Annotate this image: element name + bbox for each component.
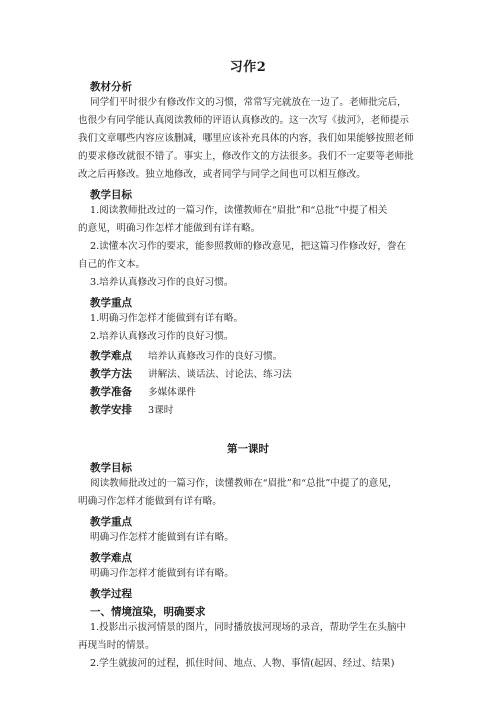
goal-item: 2.读懂本次习作的要求，能参照教师的修改意见，把这篇习作修改好，誊在	[90, 241, 407, 252]
paragraph-line: 也很少有同学能认真阅读教师的评语认真修改的。这一次写《拔河》，老师提示	[78, 115, 409, 126]
meta-row-schedule	[90, 402, 173, 417]
meta-value: 培养认真修改习作的良好习惯。	[148, 351, 283, 362]
section-heading-goals: 教学目标	[90, 189, 132, 201]
paragraph-line: 1.投影出示拔河情景的图片，同时播放拔河现场的录音，帮助学生在头脑中	[90, 622, 407, 633]
meta-value: 多媒体课件	[148, 387, 196, 398]
goal-item: 3.培养认真修改习作的良好习惯。	[90, 277, 234, 288]
paragraph-line: 阅读教师批改过的一篇习作，读懂教师在“眉批”和“总批”中提了的意见，	[90, 478, 398, 489]
meta-value: 讲解法、谈话法、讨论法、练习法	[148, 369, 292, 380]
meta-row-method	[90, 366, 292, 381]
section-heading-analysis: 教材分析	[90, 81, 132, 93]
keypoint-item: 1.明确习作怎样才能做到有详有略。	[90, 313, 244, 324]
step-heading: 一、情境渲染，明确要求	[90, 606, 206, 618]
paragraph-line: 同学们平时很少有修改作文的习惯，常常写完就放在一边了。老师批完后，	[90, 97, 407, 108]
meta-row-difficulty	[90, 348, 282, 363]
section-heading-keypoints: 教学重点	[90, 297, 132, 309]
meta-row-preparation	[90, 384, 196, 399]
lesson-title: 第一课时	[227, 443, 269, 455]
paragraph-line: 改之后再修改。独立地修改，或者同学与同学之间也可以相互修改。	[78, 169, 366, 180]
paragraph-line: 2.学生就拔河的过程，抓住时间、地点、人物、事情(起因、经过、结果)	[90, 658, 395, 669]
meta-key: 教学安排	[90, 404, 132, 416]
keypoint-item: 2.培养认真修改习作的良好习惯。	[90, 331, 234, 342]
lesson-key-heading: 教学重点	[90, 516, 132, 528]
paragraph-line: 再现当时的情景。	[78, 640, 155, 651]
paragraph-line: 的要求修改就很不错了。事实上，修改作文的方法很多。我们不一定要等老师批	[78, 151, 414, 162]
lesson-process-heading: 教学过程	[90, 588, 132, 600]
goal-item-cont: 的意见，明确习作怎样才能做到有详有略。	[78, 223, 261, 234]
paragraph-line: 我们文章哪些内容应该删减，哪里应该补充具体的内容，我们如果能够按照老师	[78, 133, 414, 144]
meta-key: 教学准备	[90, 386, 132, 398]
paragraph-line: 明确习作怎样才能做到有详有略。	[90, 568, 234, 579]
paragraph-line: 明确习作怎样才能做到有详有略。	[78, 496, 222, 507]
goal-item: 1.阅读教师批改过的一篇习作，读懂教师在“眉批”和“总批”中提了相关	[90, 205, 388, 216]
paragraph-line: 明确习作怎样才能做到有详有略。	[90, 532, 234, 543]
page-title: 习作2	[229, 60, 267, 75]
goal-item-cont: 自己的作文本。	[78, 259, 146, 270]
meta-value: 3课时	[148, 405, 174, 416]
meta-key: 教学难点	[90, 350, 132, 362]
lesson-goal-heading: 教学目标	[90, 462, 132, 474]
lesson-diff-heading: 教学难点	[90, 552, 132, 564]
meta-key: 教学方法	[90, 368, 132, 380]
